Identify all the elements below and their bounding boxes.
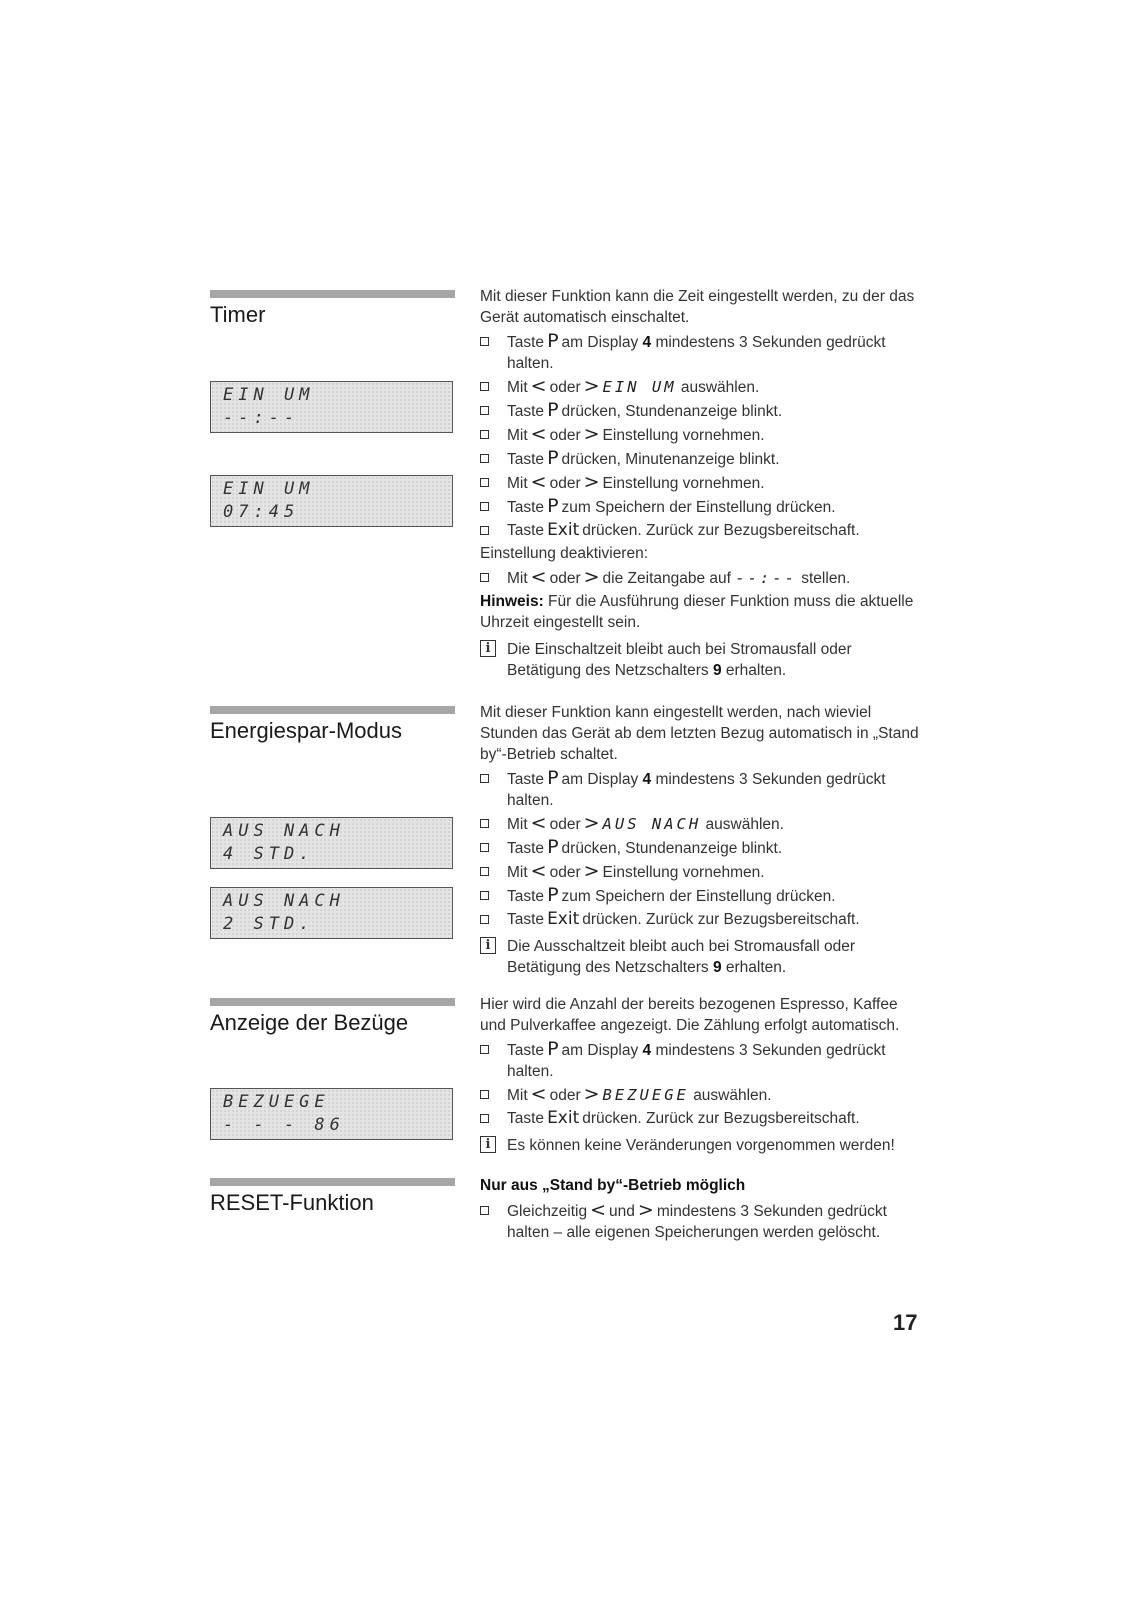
key-right-icon: > [583,1083,600,1105]
key-left-icon: < [530,375,547,397]
key-left-icon: < [590,1199,607,1221]
list-item: Gleichzeitig < und > mindestens 3 Sekunden gedrückt halten – alle eigenen Speicherungen werden gelöscht. [480,1200,920,1243]
section-bar-reset [210,1178,455,1186]
lcd-display-timer-2 [210,475,453,527]
info-note: i Die Ausschaltzeit bleibt auch bei Stromausfall oder Betätigung des Netzschalters 9 erhalten. [480,936,920,978]
heading-energy: Energiespar-Modus [210,718,402,743]
info-icon: i [480,1136,496,1153]
info-note: i Die Einschaltzeit bleibt auch bei Stromausfall oder Betätigung des Netzschalters 9 erhalten. [480,639,920,681]
section-bar-energy [210,706,455,714]
key-right-icon: > [637,1199,654,1221]
lcd-inline-text: --:-- [735,569,797,587]
list-item: Taste P drücken, Stundenanzeige blinkt. [480,400,920,422]
page-number: 17 [893,1310,918,1335]
lcd-line: --:-- [223,408,300,428]
checkbox-bullet-icon [480,454,489,463]
list-item: Mit < oder > Einstellung vornehmen. [480,424,920,446]
key-right-icon: > [583,375,600,397]
hint: Hinweis: Für die Ausführung dieser Funktion muss die aktuelle Uhrzeit eingestellt sein. [480,593,914,631]
checkbox-bullet-icon [480,1114,489,1123]
lcd-line: EIN UM [223,479,315,499]
info-icon: i [480,640,496,657]
lcd-inline-text: AUS NACH [602,815,702,833]
checkbox-bullet-icon [480,1045,489,1054]
checkbox-bullet-icon [480,1090,489,1099]
list-item: Mit < oder > BEZUEGE auswählen. [480,1084,920,1106]
reset-text [480,1175,920,1245]
list-item: Taste Exit drücken. Zurück zur Bezugsbereitschaft. [480,520,920,541]
key-right-icon: > [583,860,600,882]
key-p-icon: P [547,330,559,352]
checkbox-bullet-icon [480,915,489,924]
key-p-icon: P [547,767,559,789]
key-left-icon: < [530,1083,547,1105]
checkbox-bullet-icon [480,573,489,582]
list-item: Mit < oder > EIN UM auswählen. [480,376,920,398]
list-item: Taste P am Display 4 mindestens 3 Sekunden gedrückt halten. [480,331,920,374]
checkbox-bullet-icon [480,337,489,346]
timer-text [480,286,920,687]
list-item: Mit < oder > AUS NACH auswählen. [480,813,920,835]
checkbox-bullet-icon [480,502,489,511]
key-left-icon: < [530,860,547,882]
section-bar-counter [210,998,455,1006]
energy-text [480,702,920,984]
key-p-icon: P [547,447,559,469]
lcd-display-energy-2 [210,887,453,939]
checkbox-bullet-icon [480,843,489,852]
checkbox-bullet-icon [480,526,489,535]
key-p-icon: P [547,1038,559,1060]
lcd-display-timer-1 [210,381,453,433]
list-item: Taste P drücken, Stundenanzeige blinkt. [480,837,920,859]
checkbox-bullet-icon [480,406,489,415]
key-p-icon: P [547,399,559,421]
key-left-icon: < [530,566,547,588]
heading-counter: Anzeige der Bezüge [210,1010,409,1035]
list-item: Taste P am Display 4 mindestens 3 Sekunden gedrückt halten. [480,1039,920,1082]
list-item: Mit < oder > Einstellung vornehmen. [480,472,920,494]
lcd-inline-text: EIN UM [602,378,677,396]
lcd-line: 07:45 [223,502,300,522]
heading-timer: Timer [210,302,266,327]
list-item: Mit < oder > die Zeitangabe auf --:-- stellen. [480,567,920,589]
lcd-display-counter [210,1088,453,1140]
section-bar-timer [210,290,455,298]
checkbox-bullet-icon [480,430,489,439]
lcd-display-energy-1 [210,817,453,869]
key-exit-icon: Exit [547,1108,580,1128]
checkbox-bullet-icon [480,382,489,391]
lcd-line: 4 STD. [223,844,315,864]
key-right-icon: > [583,471,600,493]
lcd-line: - - - 86 [223,1115,345,1135]
lcd-line: 2 STD. [223,914,315,934]
list-item: Taste P zum Speichern der Einstellung drücken. [480,496,920,518]
checkbox-bullet-icon [480,774,489,783]
key-p-icon: P [547,884,559,906]
lcd-line: BEZUEGE [223,1092,330,1112]
key-right-icon: > [583,566,600,588]
list-item: Taste P drücken, Minutenanzeige blinkt. [480,448,920,470]
intro-text: Mit dieser Funktion kann die Zeit eingestellt werden, zu der das Gerät automatisch einschaltet. [480,288,915,326]
list-item: Taste Exit drücken. Zurück zur Bezugsbereitschaft. [480,1108,920,1129]
reset-subheading: Nur aus „Stand by“-Betrieb möglich [480,1177,746,1194]
lcd-line: EIN UM [223,385,315,405]
list-item: Mit < oder > Einstellung vornehmen. [480,861,920,883]
info-note: i Es können keine Veränderungen vorgenommen werden! [480,1135,920,1156]
list-item: Taste P am Display 4 mindestens 3 Sekunden gedrückt halten. [480,768,920,811]
list-item: Taste Exit drücken. Zurück zur Bezugsbereitschaft. [480,909,920,930]
checkbox-bullet-icon [480,478,489,487]
key-exit-icon: Exit [547,909,580,929]
key-left-icon: < [530,812,547,834]
counter-text [480,994,920,1162]
key-right-icon: > [583,423,600,445]
checkbox-bullet-icon [480,891,489,900]
key-left-icon: < [530,423,547,445]
lcd-line: AUS NACH [223,821,345,841]
key-p-icon: P [547,836,559,858]
lcd-inline-text: BEZUEGE [602,1086,689,1104]
key-exit-icon: Exit [547,520,580,540]
key-right-icon: > [583,812,600,834]
key-p-icon: P [547,495,559,517]
heading-reset: RESET-Funktion [210,1190,374,1215]
intro-text: Mit dieser Funktion kann eingestellt werden, nach wieviel Stunden das Gerät ab dem letzten Bezug automatisch in „Stand by“-Betrieb schaltet. [480,704,919,763]
list-item: Taste P zum Speichern der Einstellung drücken. [480,885,920,907]
checkbox-bullet-icon [480,867,489,876]
info-icon: i [480,937,496,954]
checkbox-bullet-icon [480,819,489,828]
lcd-line: AUS NACH [223,891,345,911]
intro-text: Hier wird die Anzahl der bereits bezogenen Espresso, Kaffee und Pulverkaffee angezeigt. Die Zählung erfolgt automatisch. [480,996,900,1034]
key-left-icon: < [530,471,547,493]
checkbox-bullet-icon [480,1206,489,1215]
deactivate-label: Einstellung deaktivieren: [480,545,649,562]
